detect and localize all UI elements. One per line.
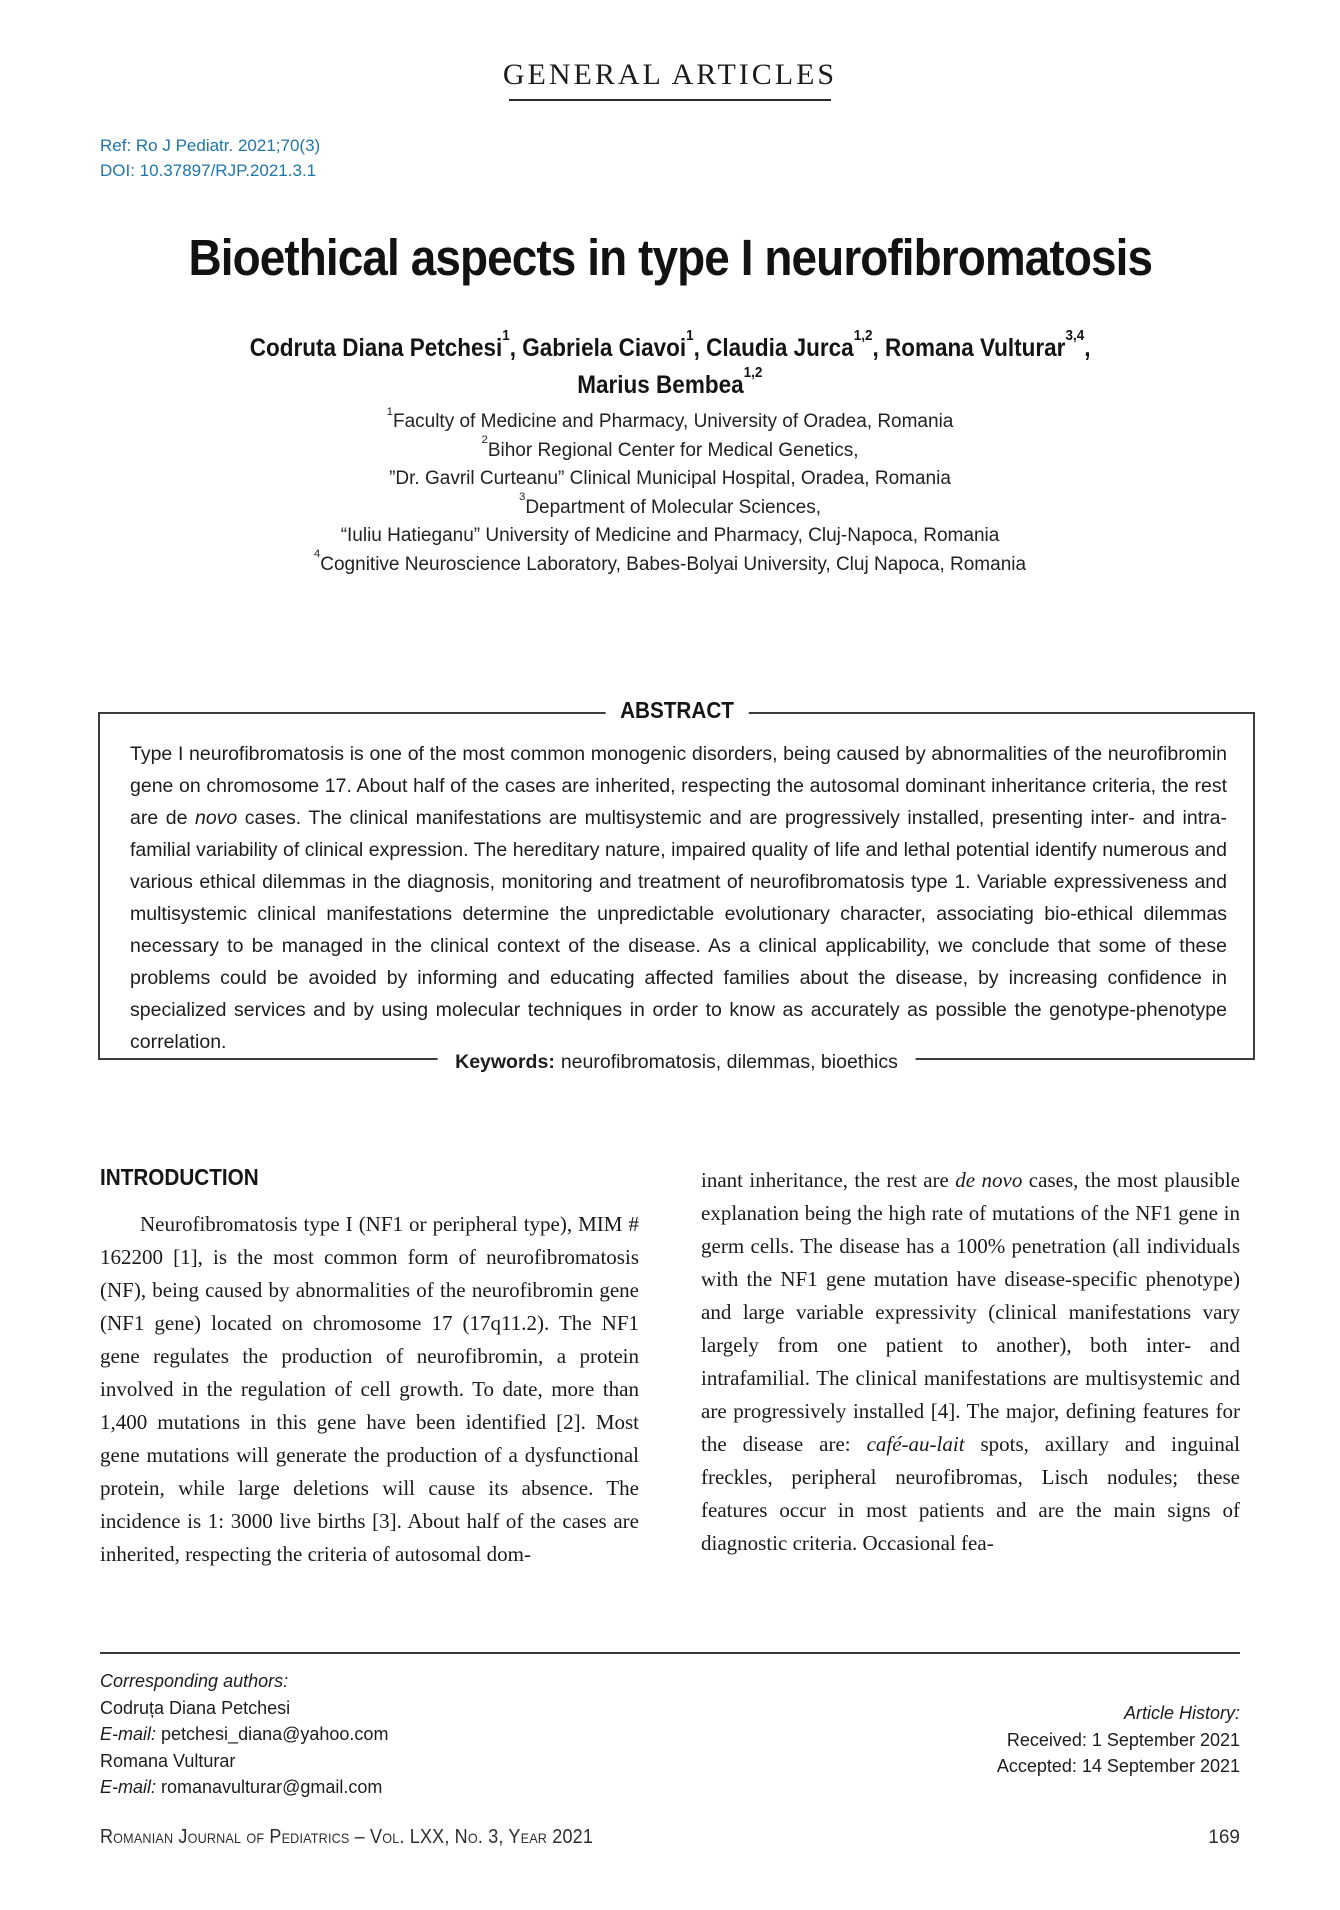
received-line: Received: 1 September 2021 bbox=[1006, 1729, 1240, 1750]
doi-line: DOI: 10.37897/RJP.2021.3.1 bbox=[100, 161, 317, 180]
corresponding-email: E-mail: romanavulturar@gmail.com bbox=[100, 1777, 383, 1797]
journal-line-text: Romanian Journal of Pediatrics – Vol. LXX, No. 3, Year 2021 bbox=[100, 1826, 594, 1848]
ref-line: Ref: Ro J Pediatr. 2021;70(3) bbox=[100, 136, 321, 155]
reference-block bbox=[100, 133, 320, 183]
footer-divider bbox=[100, 1652, 1240, 1654]
abstract-text: Type I neurofibromatosis is one of the most common monogenic disorders, being caused by abnormalities of the neurofibromin gene on chromosome 17. About half of the cases are inherited, respecting the autosomal dominant inheritance criteria, the rest are de novo cases. The clinical manifestations are multisystemic and are progressively installed, presenting inter- and intra-familial variability of clinical expression. The hereditary nature, impaired quality of life and lethal potential identify numerous and various ethical dilemmas in the diagnosis, monitoring and treatment of neurofibromatosis type 1. Variable expressiveness and multisystemic clinical manifestations determine the unpredictable evolutionary character, associating bio-ethical dilemmas necessary to be managed in the clinical context of the disease. As a clinical applicability, we conclude that some of these problems could be avoided by informing and educating affected families about the disease, by increasing confidence in specialized services and by using molecular techniques in order to know as accurately as possible the genotype-phenotype correlation. bbox=[130, 743, 1227, 1053]
journal-line bbox=[100, 1826, 648, 1849]
keywords-line bbox=[437, 1051, 916, 1074]
corresponding-name: Codruța Diana Petchesi bbox=[100, 1697, 291, 1718]
affiliation-line: “Iuliu Hatieganu” University of Medicine and Pharmacy, Cluj-Napoca, Romania bbox=[340, 525, 1000, 546]
affiliation-line: $^2$Bihor Regional Center for Medical Genetics, bbox=[481, 434, 859, 461]
introduction-heading-text: INTRODUCTION bbox=[100, 1164, 259, 1190]
corresponding-label: Corresponding authors: bbox=[100, 1671, 289, 1691]
affiliation-line: $^3$Department of Molecular Sciences, bbox=[518, 491, 822, 518]
corresponding-email: E-mail: petchesi_diana@yahoo.com bbox=[100, 1724, 389, 1744]
accepted-line: Accepted: 14 September 2021 bbox=[996, 1756, 1240, 1776]
left-column bbox=[100, 1164, 639, 1571]
corresponding-name: Romana Vulturar bbox=[100, 1750, 236, 1771]
keywords-label: Keywords: bbox=[455, 1051, 555, 1073]
left-column-text: Neurofibromatosis type I (NF1 or peripheral type), MIM # 162200 [1], is the most common form of neurofibromatosis (NF), being caused by abnormalities of the neurofibromin gene (NF1 gene) located on chromosome 17 (17q11.2). The NF1 gene regulates the production of neurofibromin, a protein involved in the regulation of cell growth. To date, more than 1,400 mutations in this gene have been identified [2]. Most gene mutations will generate the production of a dysfunctional protein, while large deletions will cause its absence. The incidence is 1: 3000 live births [3]. About half of the cases are inherited, respecting the criteria of autosomal dom- bbox=[100, 1212, 639, 1566]
affiliation-line: ”Dr. Gavril Curteanu” Clinical Municipal Hospital, Oradea, Romania bbox=[389, 468, 951, 489]
authors bbox=[0, 326, 1340, 404]
affiliation-line: $^4$Cognitive Neuroscience Laboratory, Babes-Bolyai University, Cluj Napoca, Romania bbox=[313, 548, 1027, 575]
corresponding-authors bbox=[100, 1668, 388, 1801]
article-history bbox=[997, 1700, 1240, 1780]
page-number: 169 bbox=[1208, 1827, 1240, 1848]
section-underline bbox=[509, 99, 831, 101]
affiliation-line: $^1$Faculty of Medicine and Pharmacy, University of Oradea, Romania bbox=[386, 405, 954, 432]
authors-line-2 bbox=[0, 363, 1340, 404]
right-column-text: inant inheritance, the rest are de novo cases, the most plausible explanation being the high rate of mutations of the NF1 gene in germ cells. The disease has a 100% penetration (all individuals with the NF1 gene mutation have disease-specific phenotype) and large variable expressivity (clinical manifestations vary largely from one patient to another), both inter- and intrafamilial. The clinical manifestations are multisystemic and are progressively installed [4]. The major, defining features for the disease are: café-au-lait spots, axillary and inguinal freckles, peripheral neurofibromas, Lisch nodules; these features occur in most patients and are the main signs of diagnostic criteria. Occasional fea- bbox=[701, 1168, 1240, 1555]
keywords-text: neurofibromatosis, dilemmas, bioethics bbox=[560, 1051, 898, 1073]
section-header bbox=[0, 58, 1340, 101]
authors-line-1-text: Codruta Diana Petchesi$^1$, Gabriela Ciavoi$^1$, Claudia Jurca$^{1,2}$, Romana Vulturar$^{3,4}$, bbox=[249, 326, 1091, 362]
affiliations bbox=[0, 405, 1340, 579]
authors-line-2-text: Marius Bembea$^{1,2}$ bbox=[577, 363, 763, 399]
section-title: GENERAL ARTICLES bbox=[502, 58, 838, 91]
abstract-heading: ABSTRACT bbox=[605, 697, 748, 724]
page-footer bbox=[100, 1826, 1240, 1849]
introduction-heading bbox=[100, 1164, 639, 1191]
article-history-label: Article History: bbox=[1123, 1703, 1240, 1723]
authors-line-1 bbox=[0, 326, 1340, 367]
abstract-box bbox=[98, 697, 1255, 1073]
article-title bbox=[0, 228, 1340, 287]
article-body bbox=[100, 1164, 1240, 1571]
article-title-text: Bioethical aspects in type I neurofibromatosis bbox=[188, 229, 1152, 286]
right-column bbox=[701, 1164, 1240, 1571]
